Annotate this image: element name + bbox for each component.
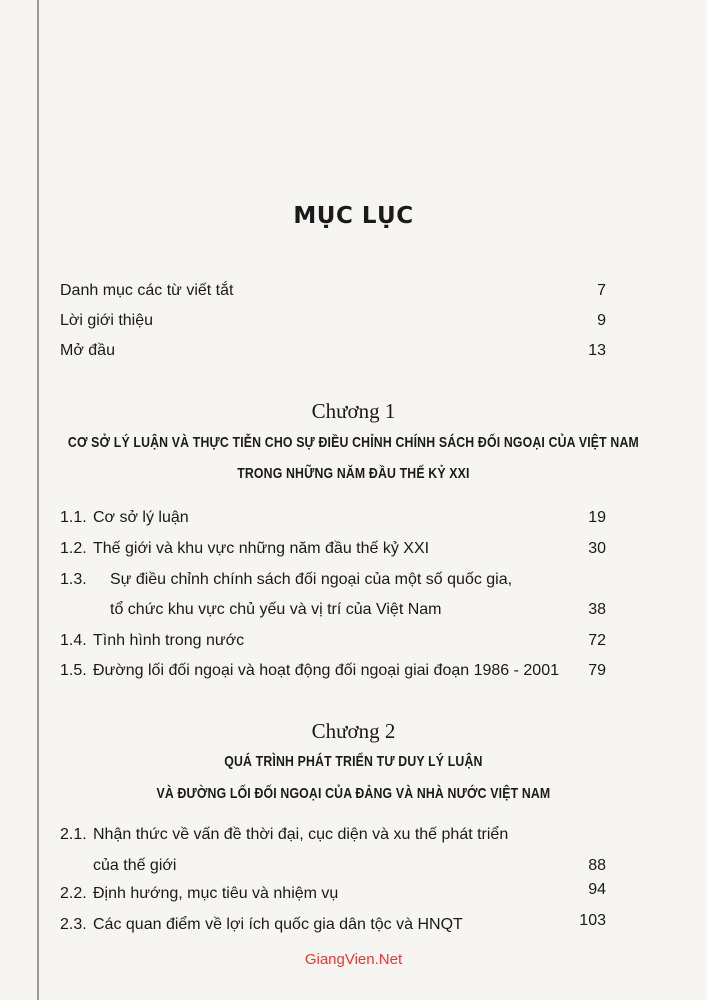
section-title: Sự điều chỉnh chính sách đối ngoại của một số quốc gia, [110,571,513,588]
watermark-text: GiangVien.Net [304,951,403,968]
chapter-heading: Chương 1 [311,399,396,423]
section-title: Định hướng, mục tiêu và nhiệm vụ [93,885,339,902]
section-title: Thế giới và khu vực những năm đầu thế kỷ XXI [93,540,430,557]
section-title: Các quan điểm về lợi ích quốc gia dân tộc và HNQT [93,916,463,933]
section-title: của thế giới [93,857,177,874]
section-number: 2.3. [60,916,87,933]
toc-label: Mở đầu [60,342,115,359]
section-number: 1.2. [60,540,87,557]
toc-page: 9 [597,312,606,329]
section-number: 2.2. [60,885,87,902]
toc-page: 88 [588,857,606,874]
section-number: 1.5. [60,662,87,679]
binding-edge [37,0,39,1000]
section-title: tổ chức khu vực chủ yếu và vị trí của Việt Nam [110,601,442,618]
section-number: 2.1. [60,826,87,843]
chapter-title-line: TRONG NHỮNG NĂM ĐẦU THẾ KỶ XXI [237,465,470,482]
section-number: 1.1. [60,509,87,526]
section-number: 1.4. [60,632,87,649]
toc-page: 72 [588,632,606,649]
toc-page: 7 [597,282,606,299]
toc-page: 13 [588,342,606,359]
toc-page: 79 [588,662,606,679]
chapter-title-line: CƠ SỞ LÝ LUẬN VÀ THỰC TIỄN CHO SỰ ĐIỀU CHỈNH CHÍNH SÁCH ĐỐI NGOẠI CỦA VIỆT NAM [67,434,639,451]
page-title: MỤC LỤC [293,203,414,229]
section-title: Đường lối đối ngoại và hoạt động đối ngoại giai đoạn 1986 - 2001 [93,662,559,679]
chapter-heading: Chương 2 [311,719,396,743]
toc-page: 38 [588,601,606,618]
section-title: Cơ sở lý luận [93,509,189,526]
toc-page: 30 [588,540,606,557]
section-title: Nhận thức về vấn đề thời đại, cục diện và xu thế phát triển [93,826,509,843]
toc-page: 94 [588,881,606,898]
section-title: Tình hình trong nước [93,632,245,649]
section-number: 1.3. [60,571,87,588]
toc-page: 19 [588,509,606,526]
toc-page: 103 [579,912,606,929]
chapter-title-line: VÀ ĐƯỜNG LỐI ĐỐI NGOẠI CỦA ĐẢNG VÀ NHÀ NƯỚC VIỆT NAM [156,785,551,802]
chapter-title-line: QUÁ TRÌNH PHÁT TRIỂN TƯ DUY LÝ LUẬN [224,753,483,770]
toc-label: Danh mục các từ viết tắt [60,282,234,299]
toc-label: Lời giới thiệu [60,312,154,329]
